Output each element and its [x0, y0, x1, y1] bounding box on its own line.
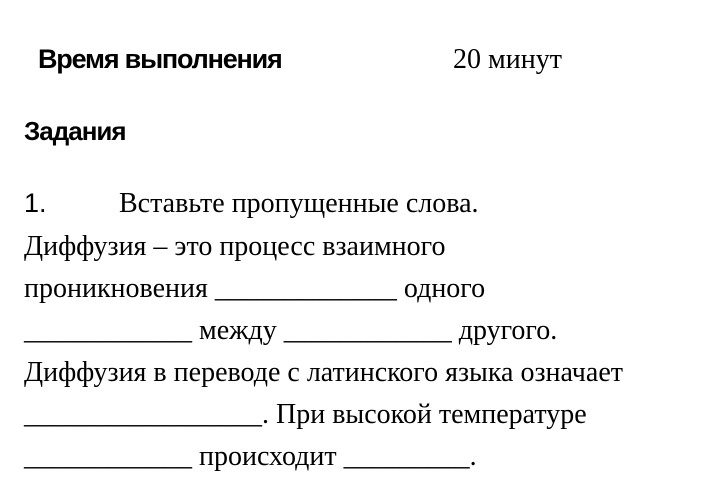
task-text-line: проникновения _____________ одного: [24, 273, 486, 304]
task-text-line: Диффузия в переводе с латинского языка означает: [24, 357, 623, 388]
duration-label: Время выполнения: [38, 44, 282, 74]
task-text-line: Диффузия – это процесс взаимного: [24, 231, 446, 262]
task-header: [24, 188, 704, 224]
duration-row: [0, 40, 720, 80]
task-instruction: Вставьте пропущенные слова.: [119, 188, 479, 219]
duration-value: 20 минут: [453, 44, 562, 75]
task-text-line: ____________ между ____________ другого.: [24, 315, 558, 346]
task-text-line: ____________ происходит _________.: [24, 441, 477, 472]
task-text-line: _________________. При высокой температуре: [24, 399, 587, 430]
task-number: 1.: [24, 188, 47, 218]
tasks-heading: Задания: [24, 116, 126, 146]
task-text: [24, 226, 714, 478]
